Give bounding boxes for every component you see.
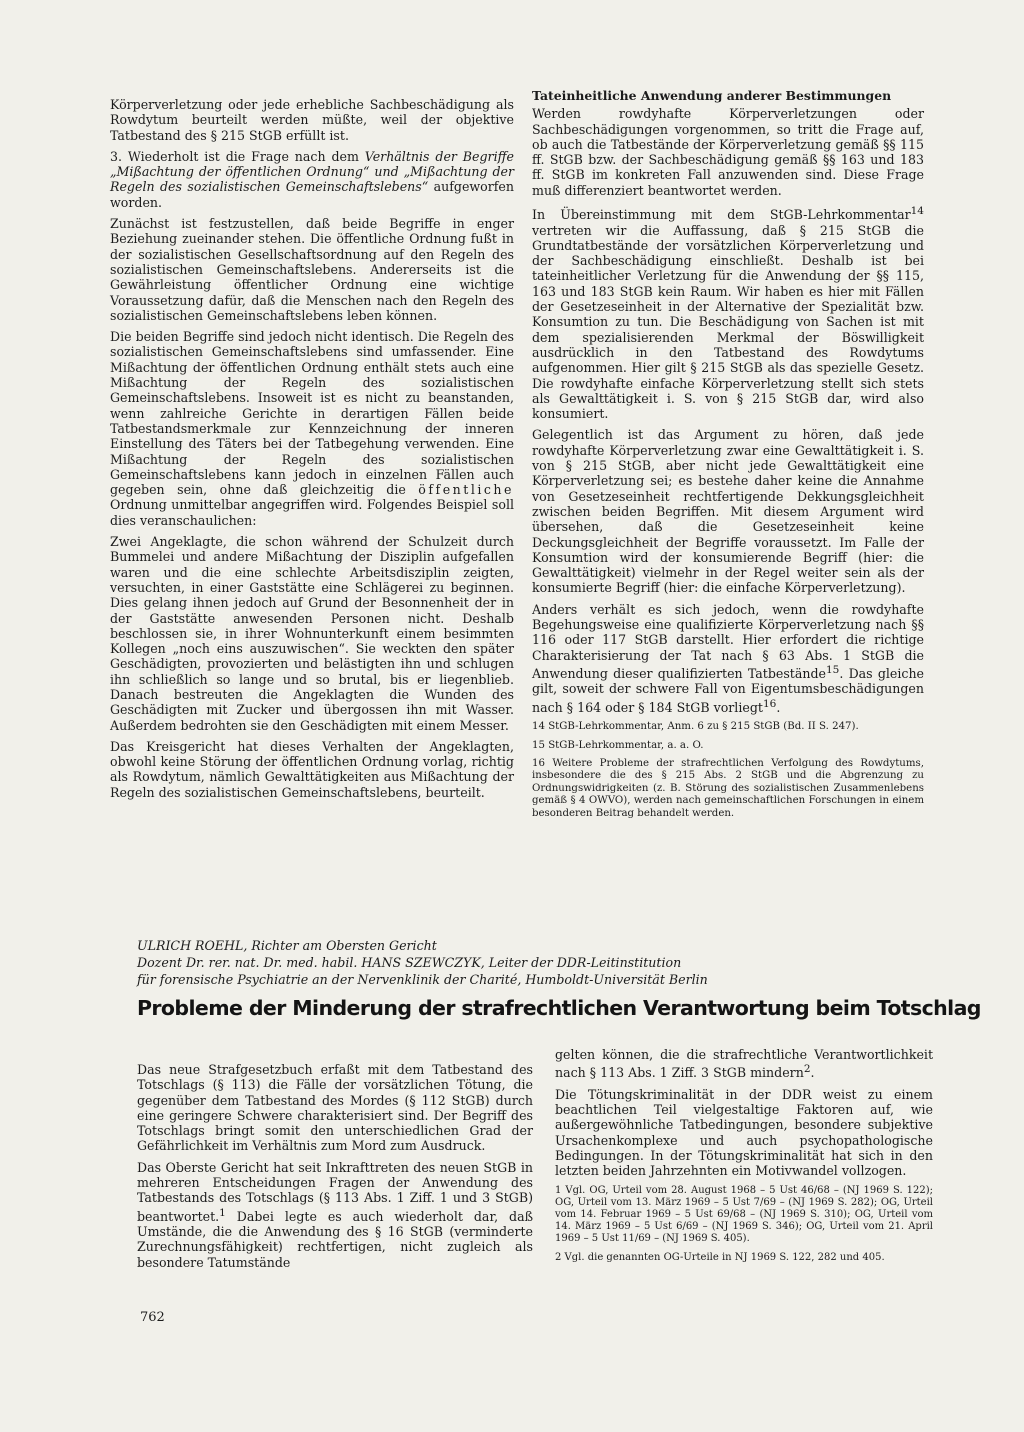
paragraph-text: aufgeworfen worden. (110, 179, 514, 210)
author-line: ULRICH ROEHL, Richter am Obersten Gericht (137, 938, 437, 953)
author-block (137, 937, 917, 988)
paragraph-text: Das Oberste Gericht hat seit Inkrafttreten des neuen StGB in mehreren Entscheidungen Fragen der Anwendung des Tatbestands des Totschlags (§ 113 Abs. 1 Ziff. 1 und 3 StGB) beantwortet. (137, 1159, 533, 1224)
article-left-column (137, 1062, 533, 1276)
footnote: 15 StGB-Lehrkommentar, a. a. O. (532, 739, 704, 751)
footnote: 2 Vgl. die genannten OG-Urteile in NJ 1969 S. 122, 282 und 405. (555, 1251, 885, 1263)
paragraph (532, 602, 924, 715)
paragraph: Zunächst ist festzustellen, daß beide Begriffe in enger Beziehung zueinander stehen. Die öffentliche Ordnung fußt in der sozialistischen Gesellschaftsordnung auf den Regeln des sozialistischen Gemeinschaftslebens. Andererseits ist die Gewährleistung öffentlicher Ordnung eine wichtige Voraussetzung dafür, daß die Menschen nach den Regeln des sozialistischen Gemeinschaftslebens leben können. (110, 216, 514, 323)
paragraph-text: 3. Wiederholt ist die Frage nach dem (110, 148, 365, 164)
article-title: Probleme der Minderung der strafrechtlichen Verantwortung beim Totschlag (137, 996, 981, 1020)
footnote: 1 Vgl. OG, Urteil vom 28. August 1968 – 5 Ust 46/68 – (NJ 1969 S. 122); OG, Urteil vom 13. März 1969 – 5 Ust 7/69 – (NJ 1969 S. 282); OG, Urteil vom 14. Februar 1969 – 5 Ust 69/68 – (NJ 1969 S. 310); OG, Urteil vom 14. März 1969 – 5 Ust 6/69 – (NJ 1969 S. 346); OG, Urteil vom 21. April 1969 – 5 Ust 11/69 – (NJ 1969 S. 405). (555, 1184, 933, 1245)
paragraph-text: Ordnung unmittelbar angegriffen wird. Folgendes Beispiel soll dies veranschaulichen: (110, 497, 514, 528)
author-line: für forensische Psychiatrie an der Nervenklinik der Charité, Humboldt-Universität Berlin (137, 972, 708, 987)
footnote-ref: 1 (219, 1206, 226, 1219)
paragraph: Gelegentlich ist das Argument zu hören, daß jede rowdyhafte Körperverletzung zwar eine Gewalttätigkeit i. S. von § 215 StGB, aber nicht jede Gewalttätigkeit eine Körperverletzung sei; es bestehe daher keine die Annahme von Gesetzeseinheit rechtfertigende Dekkungsgleichheit zwischen beiden Begriffen. Mit diesem Argument wird übersehen, daß die Gesetzeseinheit keine Deckungsgleichheit der Begriffe voraussetzt. Im Falle der Konsumtion wird der konsumierende Begriff (hier: die Gewalttätigkeit) vielmehr in der Regel weiter sein als der konsumierte Begriff (hier: die einfache Körperverletzung). (532, 427, 924, 596)
paragraph (110, 149, 514, 210)
paragraph-text: In Übereinstimmung mit dem StGB-Lehrkommentar (532, 207, 911, 223)
emphasis: Verhältnis der Begriffe „Mißachtung der öffentlichen Ordnung“ und „Mißachtung der Regeln des sozialistischen Gemeinschaftslebens“ (110, 148, 514, 195)
article-right-column (555, 1047, 933, 1270)
paragraph-text: gelten können, die die strafrechtliche Verantwortlichkeit nach § 113 Abs. 1 Ziff. 3 StGB mindern (555, 1047, 933, 1081)
upper-right-column (532, 88, 924, 826)
paragraph (110, 329, 514, 528)
paragraph (555, 1047, 933, 1081)
paragraph-text: . Das gleiche gilt, soweit der schwere Fall von Eigentumsbeschädigungen nach § 164 oder § 184 StGB vorliegt (532, 666, 925, 715)
footnote-ref: 14 (910, 205, 924, 218)
footnote: 14 StGB-Lehrkommentar, Anm. 6 zu § 215 StGB (Bd. II S. 247). (532, 721, 859, 733)
section-heading: Tateinheitliche Anwendung anderer Bestimmungen (532, 88, 892, 103)
paragraph: Die Tötungskriminalität in der DDR weist zu einem beachtlichen Teil vielgestaltige Faktoren auf, wie außergewöhnliche Tatbedingungen, besondere subjektive Ursachenkomplexe und auch psychopathologische Bedingungen. In der Tötungskriminalität hat sich in den letzten beiden Jahrzehnten ein Motivwandel vollzogen. (555, 1086, 933, 1179)
paragraph-text: vertreten wir die Auffassung, daß § 215 StGB die Grundtatbestände der vorsätzlichen Körperverletzung und der Sachbeschädigung einschließt. Deshalb ist bei tateinheitlicher Verletzung für die Anwendung der §§ 115, 163 und 183 StGB kein Raum. Wir haben es hier mit Fällen der Gesetzeseinheit in der Alternative der Spezialität bzw. Konsumtion zu tun. Die Beschädigung von Sachen ist mit dem spezialisierenden Merkmal der Böswilligkeit ausdrücklich in den Tatbestand des Rowdytums aufgenommen. Hier gilt § 215 StGB als das spezielle Gesetz. Die rowdyhafte einfache Körperverletzung stellt sich stets als Gewalttätigkeit i. S. von § 215 StGB dar, wird also konsumiert. (532, 222, 924, 422)
footnote-ref: 16 (762, 697, 777, 710)
paragraph: Werden rowdyhafte Körperverletzungen oder Sachbeschädigungen vorgenommen, so tritt die Frage auf, ob auch die Tatbestände der Körperverletzung gemäß §§ 115 ff. StGB bzw. der Sachbeschädigung gemäß §§ 163 und 183 ff. StGB im konkreten Fall anzuwenden sind. Diese Frage muß differenziert beantwortet werden. (532, 106, 924, 198)
spaced-emphasis: öffentliche (418, 482, 514, 498)
paragraph (137, 1160, 533, 1270)
paragraph-text: Dabei legte es auch wiederholt dar, daß Umstände, die die Anwendung des § 16 StGB (verminderte Zurechnungsfähigkeit) rechtfertigen, nicht zugleich als besondere Tatumstände (137, 1208, 533, 1270)
paragraph-text: Anders verhält es sich jedoch, wenn die rowdyhafte Begehungsweise eine qualifizierte Körperverletzung nach §§ 116 oder 117 StGB darstellt. Hier erfordert die richtige Charakterisierung der Tat nach § 63 Abs. 1 StGB die Anwendung dieser qualifizierten Tatbestände (532, 601, 924, 682)
paragraph-text: . (810, 1065, 815, 1081)
paragraph: Zwei Angeklagte, die schon während der Schulzeit durch Bummelei und andere Mißachtung der Disziplin aufgefallen waren und die eine schlechte Arbeitsdisziplin zeigten, versuchten, in einer Gaststätte eine Schlägerei zu beginnen. Dies gelang ihnen jedoch auf Grund der Besonnenheit der in der Gaststätte anwesenden Personen nicht. Deshalb beschlossen sie, in ihrer Wohnunterkunft einem besimmten Kollegen „noch eins auszuwischen“. Sie weckten den später Geschädigten, provozierten und belästigten ihn und schlugen ihn schließlich so lange und so brutal, bis er liegenblieb. Danach bestreuten die Angeklagten die Wunden des Geschädigten mit Zucker und übergossen ihn mit Wasser. Außerdem bedrohten sie den Geschädigten mit einem Messer. (110, 534, 514, 733)
paragraph-text: Die beiden Begriffe sind jedoch nicht identisch. Die Regeln des sozialistischen Gemeinschaftslebens sind umfassender. Eine Mißachtung der öffentlichen Ordnung enthält stets auch eine Mißachtung der Regeln des sozialistischen Gemeinschaftslebens. Insoweit ist es nicht zu beanstanden, wenn zahlreiche Gerichte in derartigen Fällen beide Tatbestandsmerkmale zur Kennzeichnung der inneren Einstellung des Täters bei der Tatbegehung verwenden. Eine Mißachtung der Regeln des sozialistischen Gemeinschaftslebens kann jedoch in einzelnen Fällen auch gegeben sein, ohne daß gleichzeitig die (110, 329, 514, 498)
footnote: 16 Weitere Probleme der strafrechtlichen Verfolgung des Rowdytums, insbesondere die des § 215 Abs. 2 StGB und die Abgrenzung zu Ordnungswidrigkeiten (z. B. Störung des sozialistischen Zusammenlebens gemäß § 4 OWVO), werden nach gemeinschaftlichen Forschungen in einem besonderen Beitrag behandelt werden. (532, 757, 924, 819)
author-line: Dozent Dr. rer. nat. Dr. med. habil. HANS SZEWCZYK, Leiter der DDR-Leitinstitution (137, 955, 682, 970)
page-number: 762 (140, 1310, 165, 1325)
footnote-ref: 2 (803, 1063, 811, 1076)
paragraph (532, 204, 924, 421)
upper-left-column (110, 97, 514, 806)
paragraph-text: . (776, 699, 781, 715)
footnote-ref: 15 (826, 663, 840, 676)
paragraph: Körperverletzung oder jede erhebliche Sachbeschädigung als Rowdytum beurteilt werden müßte, weil der objektive Tatbestand des § 215 StGB erfüllt ist. (110, 97, 514, 143)
paragraph: Das neue Strafgesetzbuch erfaßt mit dem Tatbestand des Totschlags (§ 113) die Fälle der vorsätzlichen Tötung, die gegenüber dem Tatbestand des Mordes (§ 112 StGB) durch eine geringere Schwere charakterisiert sind. Der Begriff des Totschlags bringt somit den unterschiedlichen Grad der Gefährlichkeit im Verhältnis zum Mord zum Ausdruck. (137, 1062, 533, 1154)
paragraph: Das Kreisgericht hat dieses Verhalten der Angeklagten, obwohl keine Störung der öffentlichen Ordnung vorlag, richtig als Rowdytum, nämlich Gewalttätigkeiten aus Mißachtung der Regeln des sozialistischen Gemeinschaftslebens, beurteilt. (110, 738, 514, 800)
